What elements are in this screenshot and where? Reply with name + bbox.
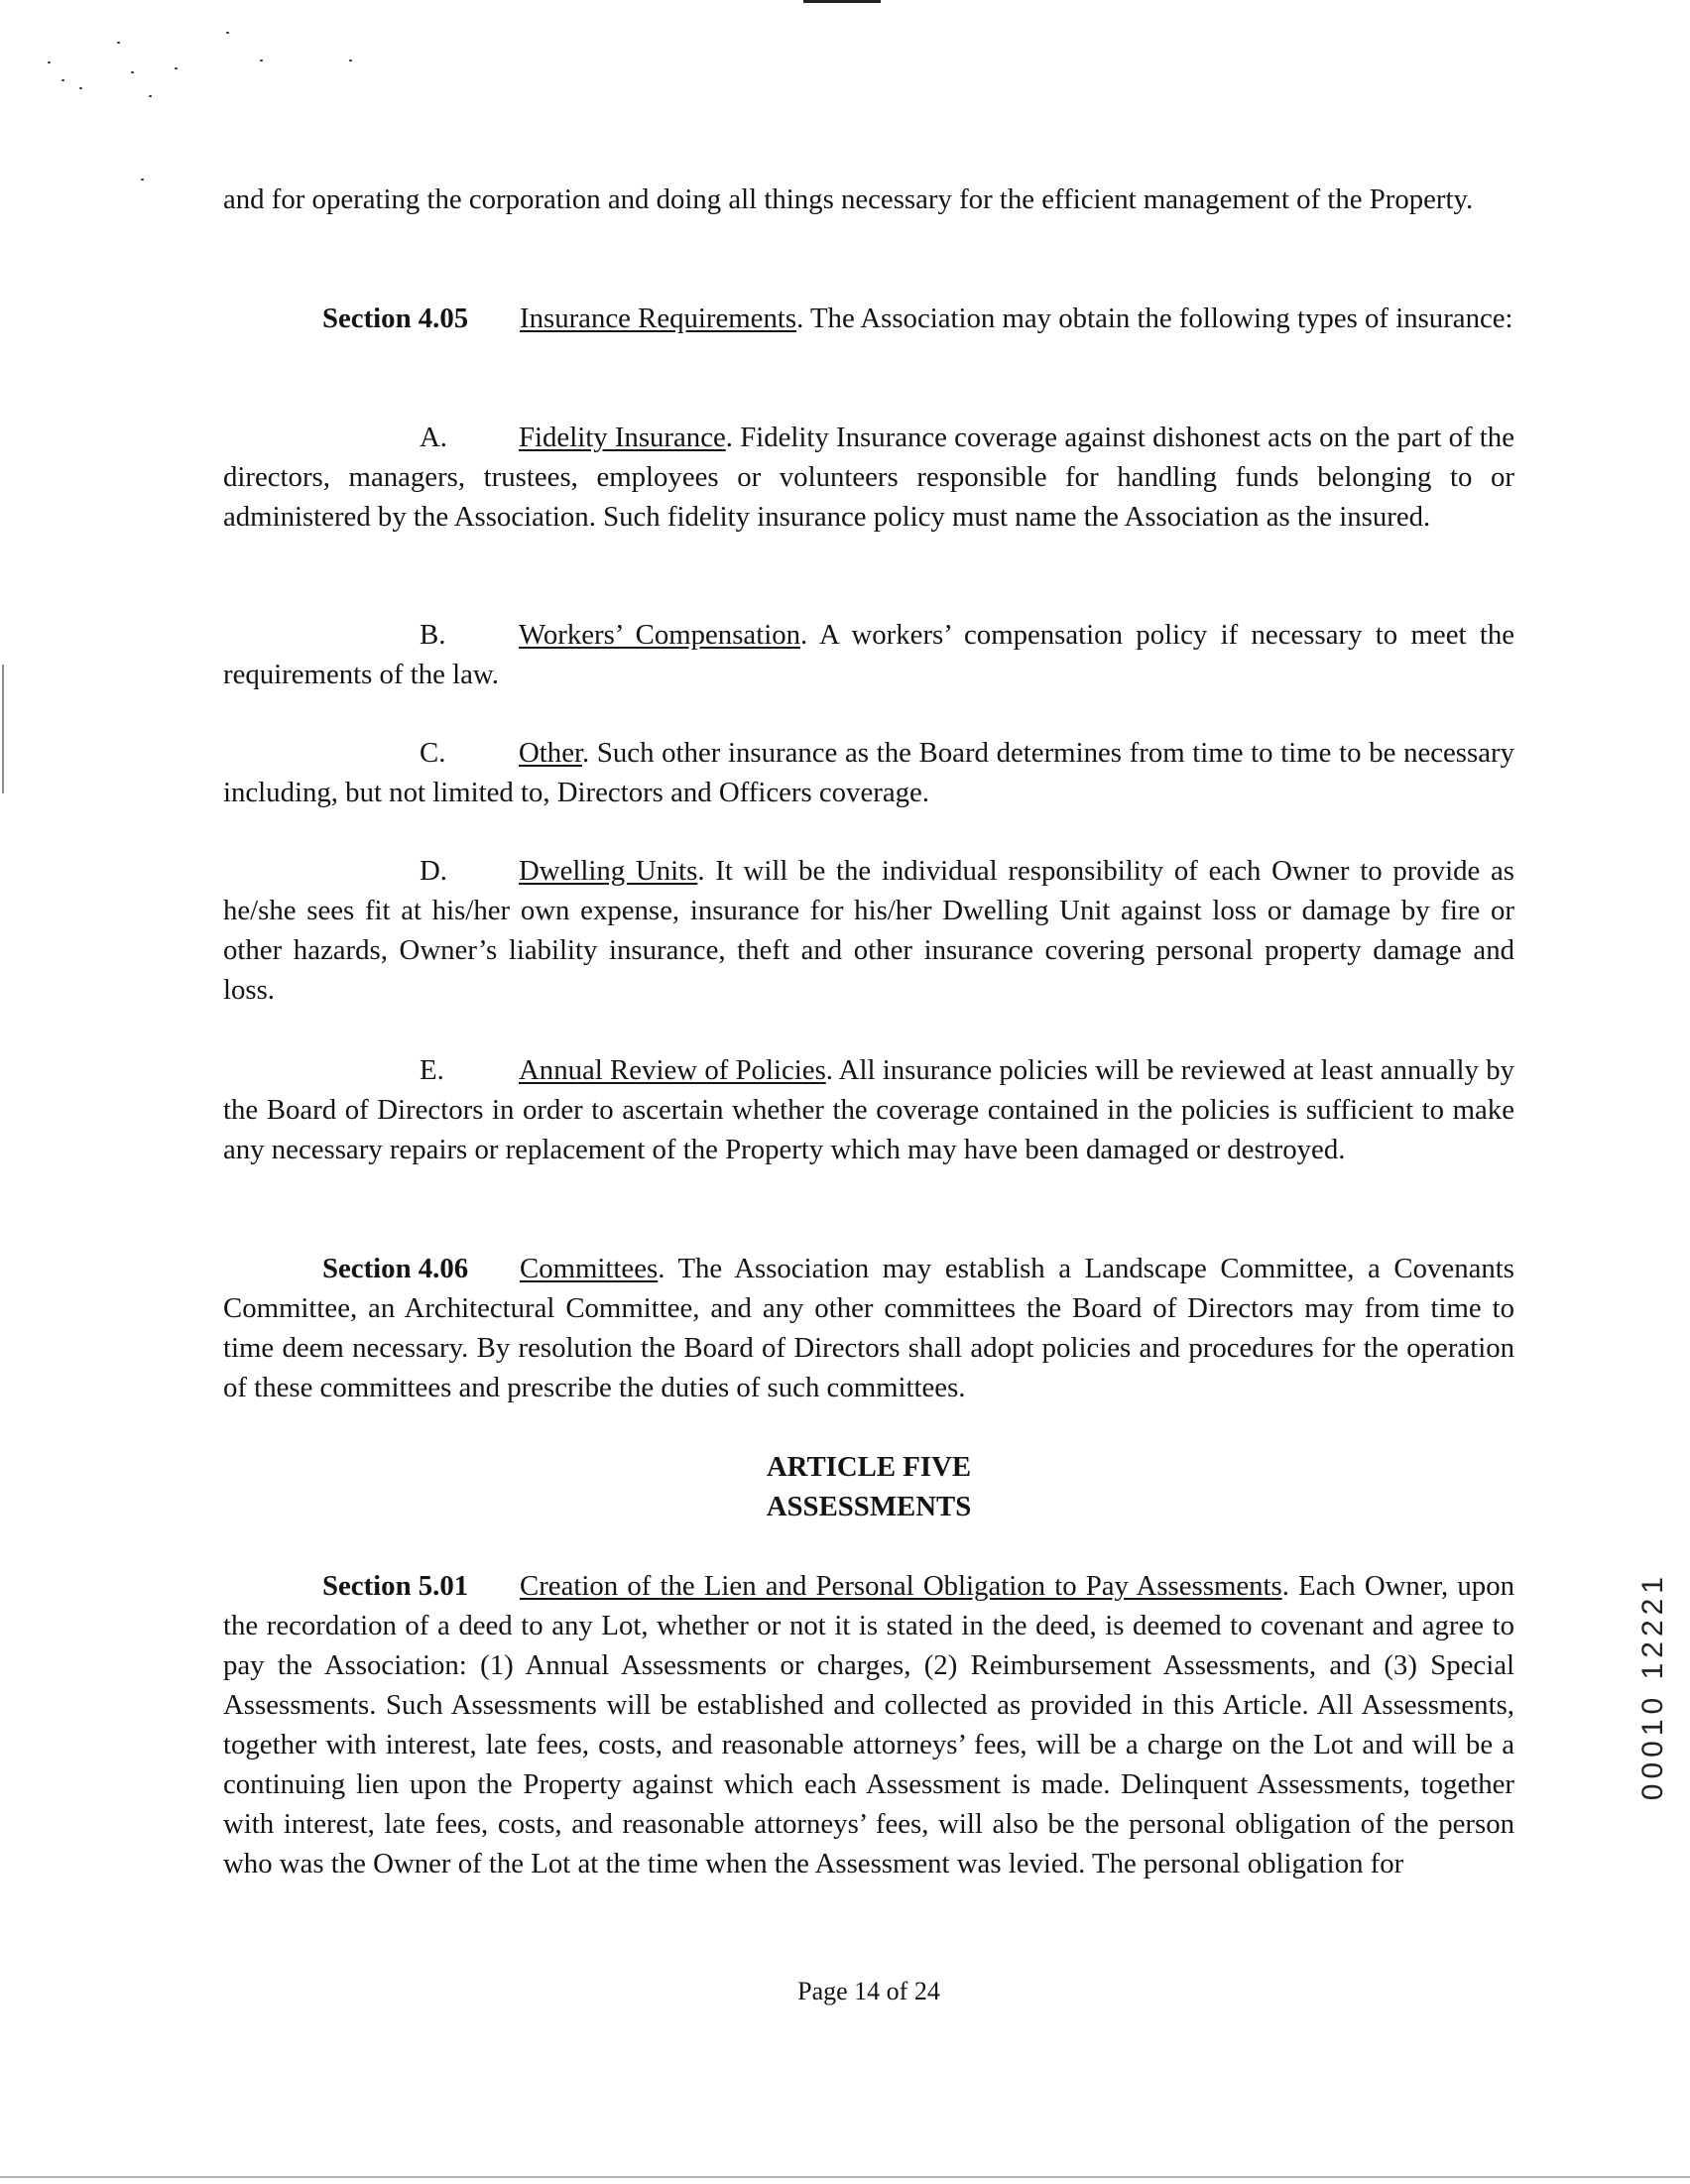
- item-e-letter: E.: [420, 1054, 444, 1086]
- item-c-letter: C.: [420, 737, 446, 769]
- item-b-title: Workers’ Compensation: [519, 619, 800, 651]
- section-4-06-title: Committees: [520, 1253, 659, 1284]
- section-4-05-title: Insurance Requirements: [520, 303, 797, 334]
- section-5-01-number: Section 5.01: [322, 1570, 469, 1602]
- item-c-title: Other: [519, 737, 582, 769]
- item-e-title: Annual Review of Policies: [519, 1054, 826, 1086]
- section-4-06-number: Section 4.06: [322, 1253, 469, 1284]
- section-5-01: [223, 1566, 1514, 1883]
- item-e-text: . All insurance policies will be reviewed at least annually by the Board of Directors in order to ascertain whether the coverage contained in the policies is sufficient to make any necessary repairs or replacement of the Property which may have been damaged or destroyed.: [223, 1054, 1514, 1165]
- item-d-letter: D.: [420, 855, 447, 887]
- item-e: [223, 1050, 1514, 1169]
- item-a: [223, 418, 1514, 537]
- scan-left-edge: [2, 665, 4, 793]
- section-4-05-number: Section 4.05: [322, 303, 469, 334]
- page-number: Page 14 of 24: [797, 1977, 940, 2005]
- continuation-paragraph: [223, 180, 1514, 219]
- item-d: [223, 851, 1514, 1010]
- section-4-06-text: . The Association may establish a Landscape Committee, a Covenants Committee, an Architectural Committee, and any other committees the Board of Directors may from time to time deem necessary. By resolution the Board of Directors shall adopt policies and procedures for the operation of these committees and prescribe the duties of such committees.: [223, 1253, 1514, 1403]
- item-d-title: Dwelling Units: [519, 855, 698, 887]
- section-5-01-text: . Each Owner, upon the recordation of a deed to any Lot, whether or not it is stated in the deed, is deemed to covenant and agree to pay the Association: (1) Annual Assessments or charges, (2) Reimbursement Assessments, and (3) Special Assessments. Such Assessments will be established and collected as provided in this Article. All Assessments, together with interest, late fees, costs, and reasonable attorneys’ fees, will be a charge on the Lot and will be a continuing lien upon the Property against which each Assessment is made. Delinquent Assessments, together with interest, late fees, costs, and reasonable attorneys’ fees, will also be the personal obligation of the person who was the Owner of the Lot at the time when the Assessment was levied. The personal obligation for: [223, 1570, 1514, 1880]
- scan-bottom-edge: [0, 2176, 1690, 2178]
- item-d-text: . It will be the individual responsibility of each Owner to provide as he/she sees fit at his/her own expense, insurance for his/her Dwelling Unit against loss or damage by fire or other hazards, Owner’s liability insurance, theft and other insurance covering personal property damage and loss.: [223, 855, 1514, 1006]
- article-heading-line2: ASSESSMENTS: [766, 1491, 972, 1522]
- item-a-title: Fidelity Insurance: [519, 422, 726, 453]
- continuation-text: and for operating the corporation and doing all things necessary for the efficient management of the Property.: [223, 183, 1474, 215]
- item-c-text: . Such other insurance as the Board determines from time to time to be necessary including, but not limited to, Directors and Officers coverage.: [223, 737, 1514, 808]
- item-a-text: . Fidelity Insurance coverage against dishonest acts on the part of the directors, managers, trustees, employees or volunteers responsible for handling funds belonging to or administered by the Association. Such fidelity insurance policy must name the Association as the insured.: [223, 422, 1514, 533]
- recording-stamp: 00010 12221: [1636, 1572, 1669, 1801]
- section-4-06: [223, 1249, 1514, 1407]
- item-b-text: . A workers’ compensation policy if necessary to meet the requirements of the law.: [223, 619, 1514, 690]
- section-5-01-title: Creation of the Lien and Personal Obligation to Pay Assessments: [520, 1570, 1282, 1602]
- section-4-05: [223, 299, 1514, 338]
- scan-top-mark: [803, 0, 881, 3]
- article-heading-line1: ARTICLE FIVE: [766, 1451, 972, 1483]
- item-c: [223, 733, 1514, 812]
- section-4-05-text: . The Association may obtain the following types of insurance:: [796, 303, 1513, 334]
- item-a-letter: A.: [420, 422, 447, 453]
- item-b: [223, 615, 1514, 694]
- item-b-letter: B.: [420, 619, 446, 651]
